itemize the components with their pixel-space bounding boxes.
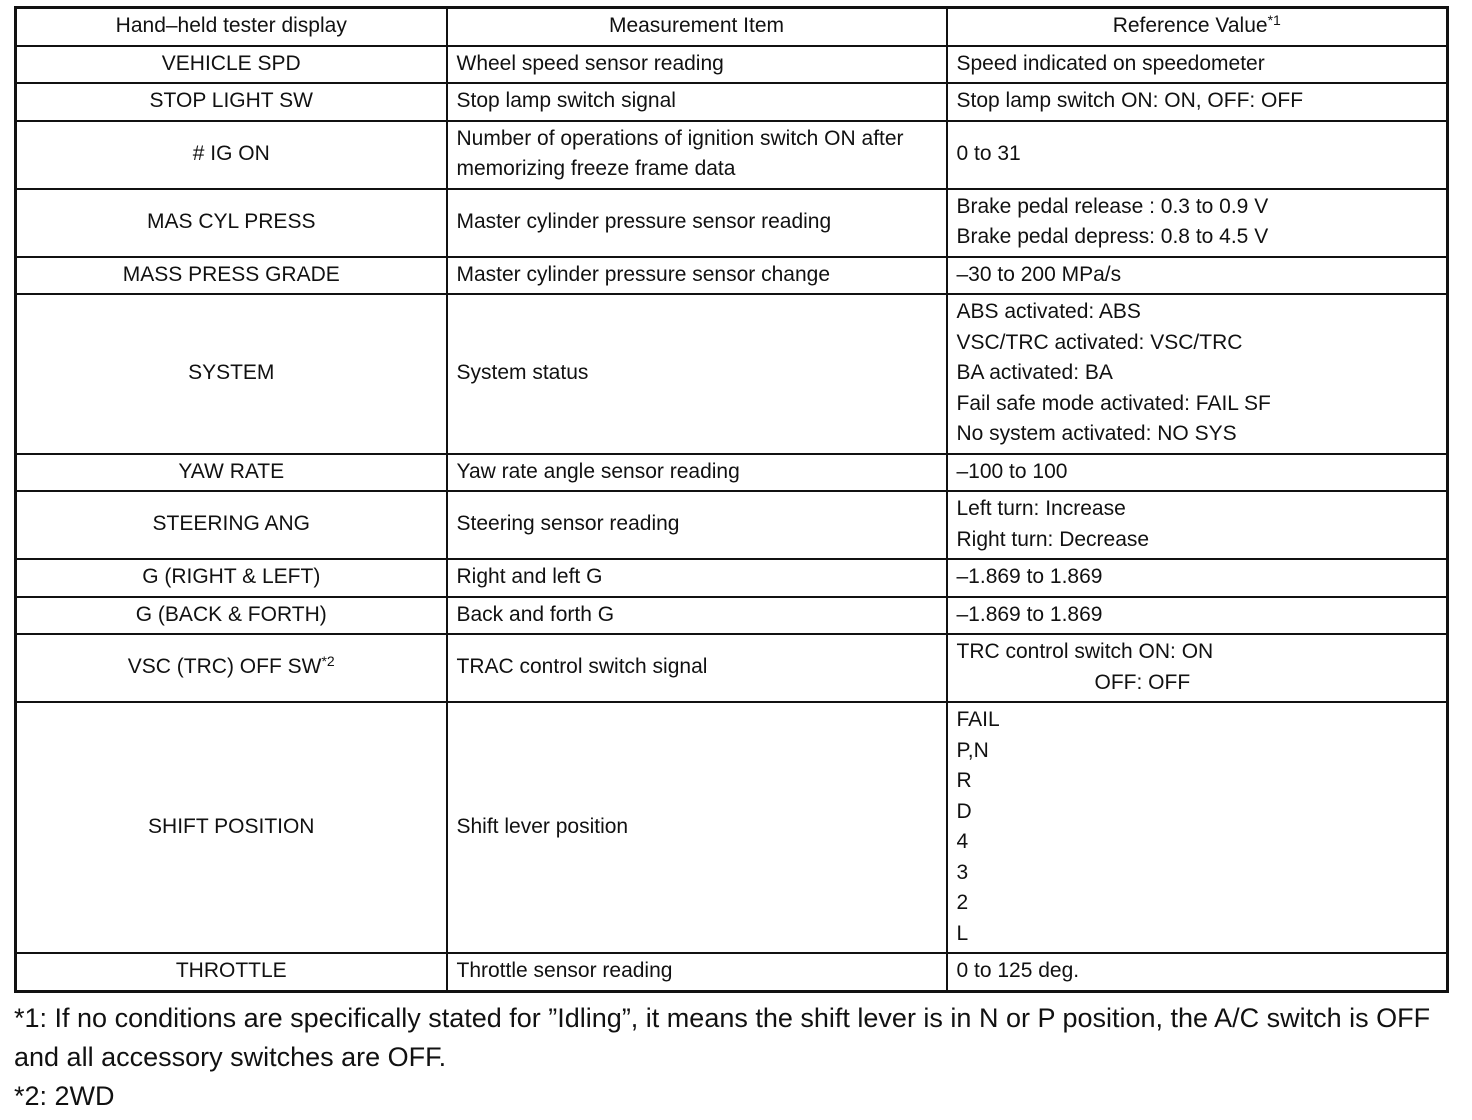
cell-reference-value [947, 257, 1448, 295]
header-tester-display: Hand–held tester display [16, 8, 447, 46]
measurement-item-line: Throttle sensor reading [456, 959, 673, 982]
reference-value-line: FAIL [956, 708, 1000, 731]
cell-reference-value [947, 597, 1448, 635]
cell-reference-value [947, 559, 1448, 597]
reference-value-line: OFF: OFF [1094, 670, 1191, 694]
table-row [16, 294, 1448, 454]
cell-tester-display [16, 294, 447, 454]
table-row [16, 491, 1448, 559]
cell-reference-value [947, 491, 1448, 559]
measurement-item-line: Back and forth G [456, 602, 615, 626]
reference-value-line: –1.869 to 1.869 [956, 565, 1103, 588]
measurement-item-line: Yaw rate angle sensor reading [456, 459, 740, 483]
tester-display-text: STEERING ANG [152, 512, 311, 536]
footnote-marker: *1 [1267, 12, 1281, 28]
table-row [16, 634, 1448, 702]
table-row [16, 83, 1448, 121]
reference-value-line: Brake pedal depress: 0.8 to 4.5 V [956, 225, 1269, 248]
cell-tester-display [16, 491, 447, 559]
header-measurement-item: Measurement Item [447, 8, 947, 46]
reference-value-line: L [956, 921, 969, 945]
table-header-row [16, 8, 1448, 46]
table-row [16, 121, 1448, 189]
cell-tester-display [16, 257, 447, 295]
cell-reference-value [947, 189, 1448, 257]
reference-value-line: 2 [956, 891, 969, 914]
cell-tester-display [16, 597, 447, 635]
cell-reference-value [947, 702, 1448, 953]
measurement-item-line: TRAC control switch signal [456, 655, 708, 679]
reference-value-line: Right turn: Decrease [956, 527, 1150, 551]
reference-value-line: P,N [956, 738, 989, 762]
cell-measurement-item [447, 294, 947, 454]
reference-value-line: Fail safe mode activated: FAIL SF [956, 391, 1271, 415]
table-row [16, 189, 1448, 257]
cell-tester-display [16, 559, 447, 597]
cell-measurement-item [447, 46, 947, 84]
measurement-item-line: memorizing freeze frame data [456, 157, 736, 180]
tester-display-text: SYSTEM [188, 361, 275, 384]
measurement-item-line: Right and left G [456, 565, 603, 588]
reference-value-line: D [956, 799, 972, 823]
table-row [16, 46, 1448, 84]
tester-display-text: VEHICLE SPD [161, 51, 301, 75]
tester-display-text: VSC (TRC) OFF SW [127, 655, 322, 679]
cell-measurement-item [447, 702, 947, 953]
cell-reference-value [947, 83, 1448, 121]
measurement-item-line: Stop lamp switch signal [456, 89, 676, 112]
cell-tester-display [16, 121, 447, 189]
cell-tester-display [16, 189, 447, 257]
reference-value-line: 4 [956, 830, 969, 853]
cell-tester-display [16, 46, 447, 84]
cell-measurement-item [447, 597, 947, 635]
cell-measurement-item [447, 559, 947, 597]
measurement-item-line: Master cylinder pressure sensor reading [456, 209, 832, 233]
header-reference-label: Reference Value [1112, 14, 1268, 37]
cell-reference-value [947, 294, 1448, 454]
reference-value-line: Left turn: Increase [956, 497, 1126, 520]
reference-value-line: ABS activated: ABS [956, 300, 1141, 323]
table-row [16, 702, 1448, 953]
measurement-item-line: Wheel speed sensor reading [456, 51, 724, 75]
cell-tester-display [16, 83, 447, 121]
cell-reference-value [947, 121, 1448, 189]
table-row [16, 597, 1448, 635]
table-row [16, 454, 1448, 492]
measurement-item-line: Number of operations of ignition switch ON after [456, 126, 904, 150]
footnote-marker: *2 [321, 653, 335, 670]
cell-tester-display [16, 953, 447, 991]
table-body [16, 46, 1448, 992]
measurement-item-line: Master cylinder pressure sensor change [456, 262, 831, 286]
cell-measurement-item [447, 189, 947, 257]
measurement-item-line: System status [456, 361, 589, 384]
table-row [16, 257, 1448, 295]
footnotes [14, 999, 1448, 1116]
tester-display-text: # IG ON [192, 141, 270, 165]
document-page [14, 6, 1448, 1116]
cell-measurement-item [447, 634, 947, 702]
reference-value-line: –100 to 100 [956, 459, 1068, 483]
reference-value-line: –1.869 to 1.869 [956, 602, 1103, 626]
reference-value-line: 0 to 31 [956, 141, 1021, 165]
reference-value-line: VSC/TRC activated: VSC/TRC [956, 330, 1243, 354]
tester-display-text: G (RIGHT & LEFT) [142, 565, 321, 588]
tester-display-text: THROTTLE [175, 959, 287, 982]
data-list-table [14, 6, 1449, 993]
cell-tester-display [16, 454, 447, 492]
reference-value-line: 3 [956, 860, 969, 884]
header-reference-value [947, 8, 1448, 46]
reference-value-line: Stop lamp switch ON: ON, OFF: OFF [956, 89, 1304, 112]
reference-value-line: Brake pedal release : 0.3 to 0.9 V [956, 194, 1269, 218]
cell-measurement-item [447, 121, 947, 189]
measurement-item-line: Shift lever position [456, 814, 629, 838]
reference-value-line: No system activated: NO SYS [956, 422, 1237, 445]
reference-value-line: 0 to 125 deg. [956, 959, 1080, 982]
measurement-item-line: Steering sensor reading [456, 512, 680, 536]
tester-display-text: MAS CYL PRESS [147, 209, 316, 233]
footnote-1: *1: If no conditions are specifically stated for ”Idling”, it means the shift lever is in N or P position, the A/C switch is OFF and all accessory switches are OFF. [14, 1002, 1431, 1072]
table-row [16, 559, 1448, 597]
tester-display-text: MASS PRESS GRADE [122, 262, 340, 286]
cell-reference-value [947, 46, 1448, 84]
tester-display-text: G (BACK & FORTH) [135, 602, 327, 626]
cell-tester-display [16, 702, 447, 953]
cell-tester-display [16, 634, 447, 702]
reference-value-line: BA activated: BA [956, 361, 1113, 384]
reference-value-line: R [956, 769, 972, 792]
cell-measurement-item [447, 454, 947, 492]
reference-value-line: TRC control switch ON: ON [956, 640, 1214, 663]
tester-display-text: SHIFT POSITION [148, 814, 315, 838]
cell-reference-value [947, 634, 1448, 702]
cell-measurement-item [447, 257, 947, 295]
reference-value-line: Speed indicated on speedometer [956, 51, 1265, 75]
cell-measurement-item [447, 83, 947, 121]
tester-display-text: YAW RATE [178, 459, 285, 483]
reference-value-line: –30 to 200 MPa/s [956, 262, 1122, 286]
cell-measurement-item [447, 491, 947, 559]
tester-display-text: STOP LIGHT SW [149, 89, 313, 112]
cell-measurement-item [447, 953, 947, 991]
cell-reference-value [947, 953, 1448, 991]
footnote-2: *2: 2WD [14, 1080, 115, 1111]
table-row [16, 953, 1448, 991]
cell-reference-value [947, 454, 1448, 492]
